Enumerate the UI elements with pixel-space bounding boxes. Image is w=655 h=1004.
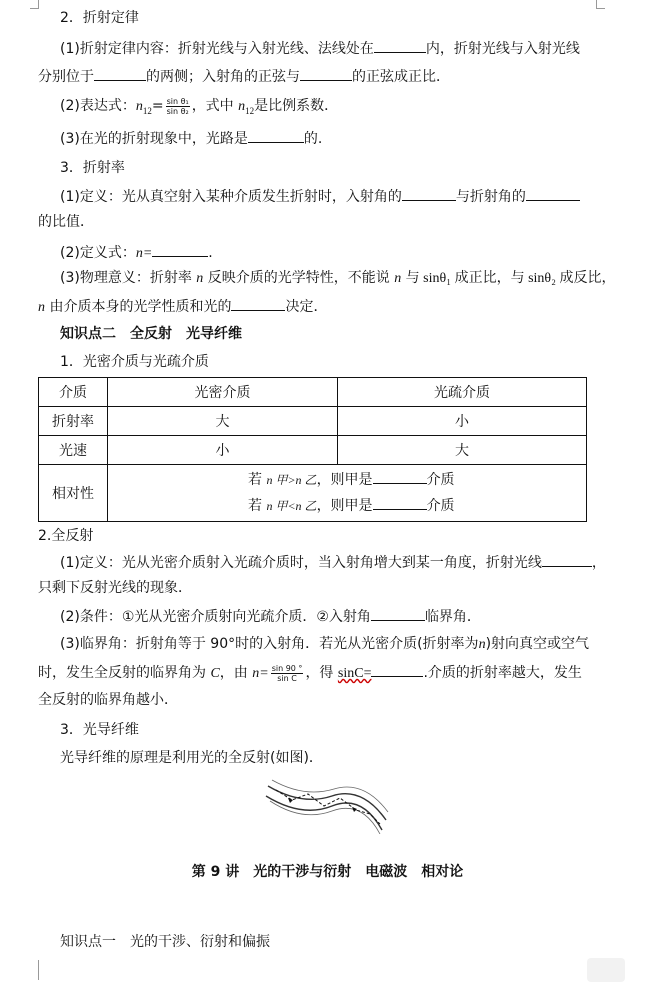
paragraph-index-definition: (1)定义：光从真空射入某种介质发生折射时，入射角的 与折射角的 xyxy=(60,186,580,207)
knowledge-point-heading: 知识点二 全反射 光导纤维 xyxy=(60,326,242,342)
table-header-row xyxy=(39,378,587,407)
paragraph-total-reflection-definition-cont: 只剩下反射光线的现象． xyxy=(38,580,192,596)
paragraph-conditions: (2)条件：①光从光密介质射向光疏介质．②入射角 临界角． xyxy=(60,606,481,627)
media-comparison-table xyxy=(38,377,587,522)
fill-blank[interactable] xyxy=(94,66,146,81)
fill-blank[interactable] xyxy=(542,552,592,567)
fill-blank[interactable] xyxy=(371,662,423,677)
paragraph-critical-angle-cont: 时，发生全反射的临界角为 C，由 n= $\frac{\sin 90 ^\circ}{\text{sin C}}$ ，得 sinC= .介质的折射率越大，发生 xyxy=(38,663,582,683)
fill-blank[interactable] xyxy=(152,242,208,257)
fraction-sin-ratio: $\frac{\text{sin θ₁}}{\text{sin θ₂}}$ xyxy=(166,96,189,116)
paragraph-total-reflection-definition: (1)定义：光从光密介质射入光疏介质时，当入射角增大到某一角度，折射光线 ， xyxy=(60,552,606,573)
section-heading-total-reflection: 2.全反射 xyxy=(38,528,94,544)
fraction-critical-angle: $\frac{\sin 90 ^\circ}{\text{sin C}}$ xyxy=(271,663,303,683)
paragraph-critical-angle-cont2: 全反射的临界角越小． xyxy=(38,692,178,708)
fill-blank[interactable] xyxy=(402,186,456,201)
paragraph-optical-fiber: 光导纤维的原理是利用光的全反射(如图)． xyxy=(60,750,323,766)
knowledge-point-heading: 知识点一 光的干涉、衍射和偏振 xyxy=(60,934,270,950)
paragraph-index-definition-cont: 的比值． xyxy=(38,214,94,230)
paragraph-expression: (2)表达式：$n_{12}=$ $\frac{\text{sin θ₁}}{\text{sin θ₂}}$ ，式中 $n_{12}$是比例系数． xyxy=(60,96,339,116)
table-cell: 大 xyxy=(338,436,587,465)
table-header-cell: 介质 xyxy=(39,378,108,407)
table-cell-relativity: 若 n 甲>n 乙，则甲是 介质 若 n 甲<n 乙，则甲是 介质 xyxy=(108,465,587,522)
table-header-cell: 光疏介质 xyxy=(338,378,587,407)
table-row xyxy=(39,407,587,436)
table-cell: 小 xyxy=(108,436,338,465)
paragraph-critical-angle: (3)临界角：折射角等于 90°时的入射角．若光从光密介质(折射率为n)射向真空或空气 xyxy=(60,636,590,652)
fill-blank[interactable] xyxy=(374,38,426,53)
table-cell: 小 xyxy=(338,407,587,436)
paragraph-index-formula: (2)定义式：n= . xyxy=(60,242,213,264)
lecture-title: 第 9 讲 光的干涉与衍射 电磁波 相对论 xyxy=(191,864,464,880)
fill-blank[interactable] xyxy=(371,606,425,621)
fill-blank[interactable] xyxy=(248,128,304,143)
fill-blank[interactable] xyxy=(373,495,427,510)
fill-blank[interactable] xyxy=(231,296,285,311)
fill-blank[interactable] xyxy=(526,186,580,201)
optical-fiber-diagram xyxy=(262,776,392,834)
table-header-cell: 光密介质 xyxy=(108,378,338,407)
paragraph-refraction-law-content-cont: 分别位于 的两侧；入射角的正弦与 的正弦成正比． xyxy=(38,66,450,87)
crop-mark-top-right xyxy=(596,0,605,9)
table-row-relativity xyxy=(39,465,587,522)
section-heading-optical-fiber: 3．光导纤维 xyxy=(60,722,139,738)
table-row xyxy=(39,436,587,465)
section-heading-refractive-index: 3．折射率 xyxy=(60,160,125,176)
fill-blank[interactable] xyxy=(373,469,427,484)
paragraph-refraction-law-content: (1)折射定律内容：折射光线与入射光线、法线处在 内，折射光线与入射光线 xyxy=(60,38,580,59)
table-cell: 光速 xyxy=(39,436,108,465)
section-heading-refraction-law: 2．折射定律 xyxy=(60,10,139,26)
subheading-dense-sparse: 1．光密介质与光疏介质 xyxy=(60,354,209,370)
watermark-logo xyxy=(587,958,625,982)
paragraph-physical-meaning-cont: n 由介质本身的光学性质和光的 决定． xyxy=(38,296,327,318)
paragraph-physical-meaning: (3)物理意义：折射率 n 反映介质的光学特性，不能说 n 与 sinθ₁ 成正比，与 sinθ₂ 成反比， xyxy=(60,270,616,286)
fill-blank[interactable] xyxy=(300,66,352,81)
crop-mark-top-left xyxy=(30,0,39,9)
table-cell: 折射率 xyxy=(39,407,108,436)
table-cell: 大 xyxy=(108,407,338,436)
table-cell: 相对性 xyxy=(39,465,108,522)
crop-mark-bottom-left xyxy=(30,960,39,980)
paragraph-reversible-path: (3)在光的折射现象中，光路是 的. xyxy=(60,128,322,149)
